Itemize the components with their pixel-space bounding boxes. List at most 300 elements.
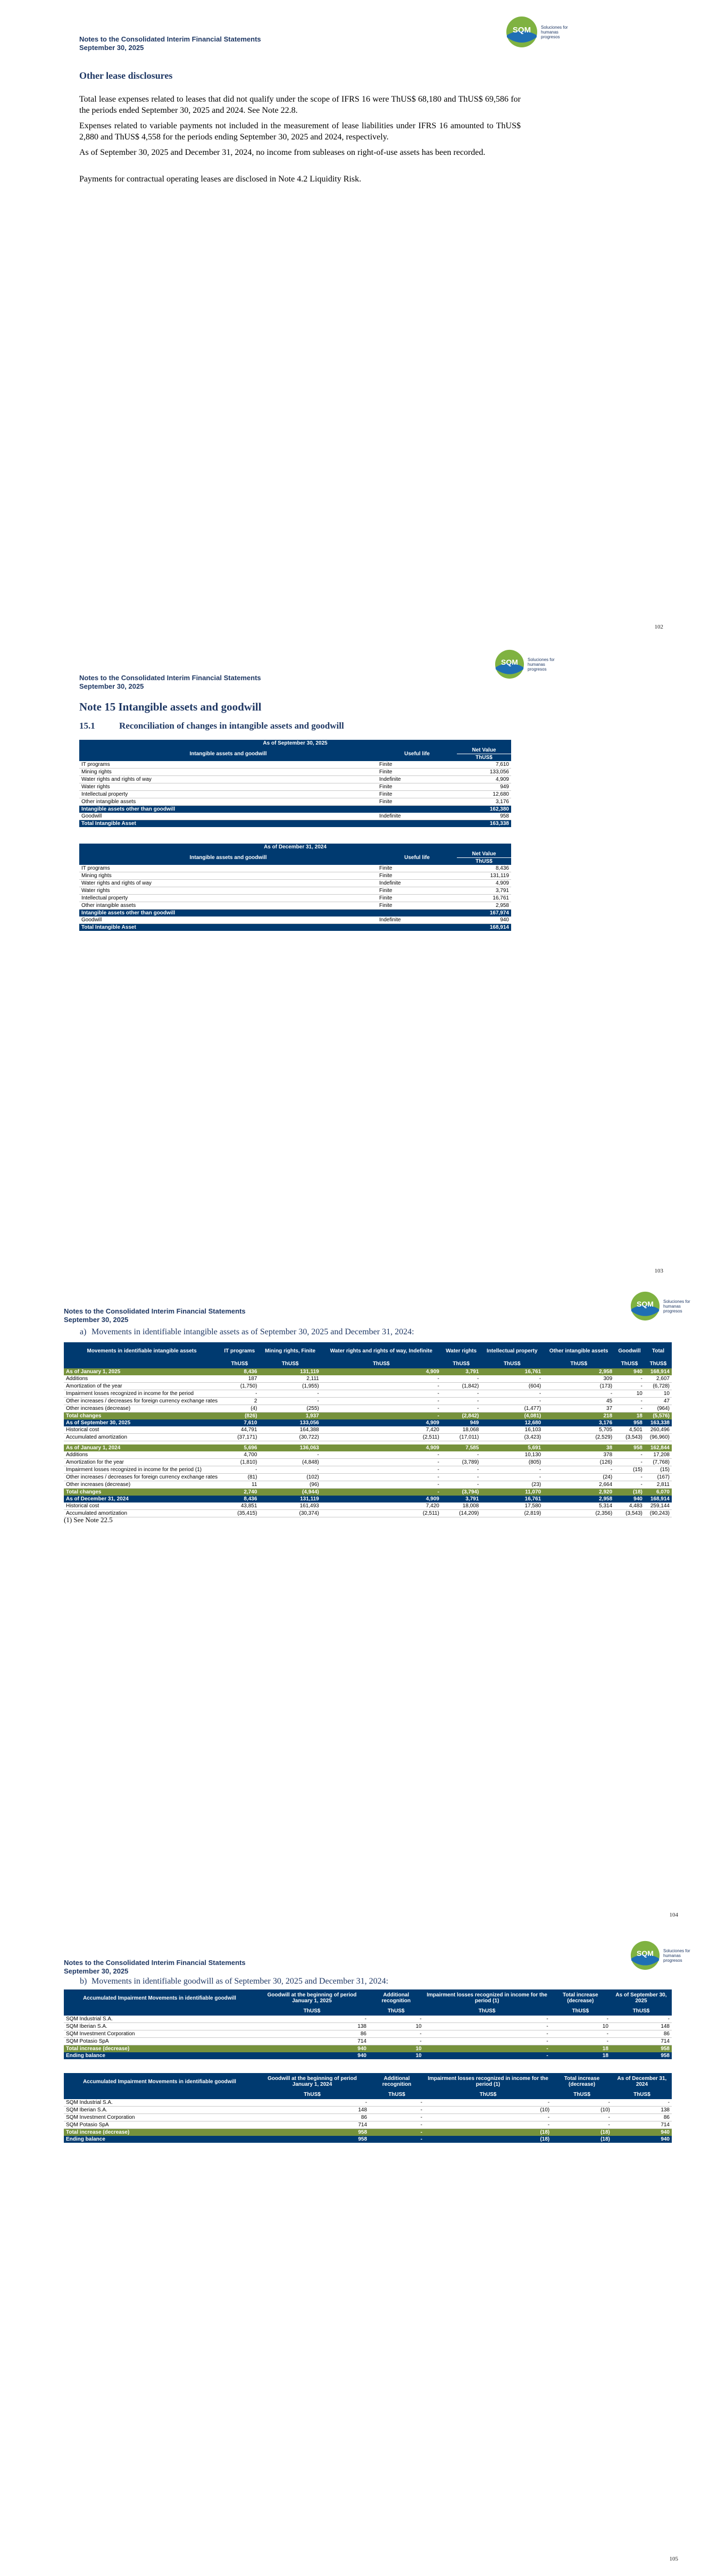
- row-value: 187: [220, 1375, 259, 1383]
- row-value: 10: [415, 2046, 422, 2052]
- row-value: (15): [614, 1466, 645, 1473]
- row-value: 2,111: [259, 1375, 321, 1383]
- row-value: -: [220, 1390, 259, 1398]
- row-label: Impairment losses recognized in income for the period: [64, 1390, 220, 1398]
- row-value: 958: [633, 1420, 642, 1426]
- row-value: (30,374): [259, 1509, 321, 1517]
- svg-text:SQM: SQM: [637, 1299, 654, 1308]
- row-value: -: [481, 1375, 543, 1383]
- row-value: -: [543, 1466, 614, 1473]
- movement-row: [64, 1375, 672, 1383]
- asset-name: Water rights and rights of way: [79, 776, 377, 783]
- row-label: Amortization for the year: [64, 1458, 220, 1466]
- row-value: 4,483: [614, 1502, 645, 1510]
- row-value: 4,909: [425, 1444, 439, 1451]
- col-header-useful-life: Useful life: [404, 855, 430, 861]
- row-value: 12,680: [524, 1420, 541, 1426]
- total-label: Total Intangible Asset: [81, 924, 136, 930]
- page-header: [79, 35, 261, 52]
- row-value: -: [369, 2030, 424, 2038]
- row-value: 1,937: [305, 1413, 319, 1419]
- row-value: -: [437, 1413, 439, 1419]
- subtotal-label: Intangible assets other than goodwill: [81, 806, 176, 812]
- net-value: 3,791: [457, 887, 511, 895]
- useful-life: Finite: [377, 887, 457, 895]
- row-value: -: [369, 2099, 424, 2107]
- useful-life: Finite: [377, 895, 457, 902]
- page-number: 103: [654, 1268, 663, 1274]
- ending-balance-row: [64, 2052, 672, 2059]
- row-value: 218: [603, 1413, 613, 1419]
- useful-life: Finite: [377, 872, 457, 880]
- asset-name: Intellectual property: [79, 791, 377, 798]
- col-header: Impairment losses recognized in income for the period (1): [427, 1992, 547, 2004]
- ending-balance-row: [64, 2136, 672, 2143]
- table-row: [79, 865, 511, 872]
- row-value: -: [550, 2016, 611, 2023]
- goodwill-title: [80, 1977, 388, 1986]
- header-line-1: Notes to the Consolidated Interim Financial Statements: [64, 1959, 246, 1967]
- row-value: (37,171): [220, 1434, 259, 1441]
- useful-life: Finite: [377, 902, 457, 910]
- subtotal-value: 167,974: [489, 910, 509, 916]
- row-value: (18): [600, 2129, 610, 2135]
- row-value: 45: [543, 1398, 614, 1405]
- col-header: Accumulated Impairment Movements in identifiable goodwill: [83, 2078, 236, 2085]
- row-value: 3,791: [465, 1369, 479, 1375]
- col-header-unit: ThUS$: [304, 2092, 321, 2098]
- page-103: [0, 644, 726, 1288]
- page-number: 105: [669, 2556, 678, 2562]
- asset-name: Mining rights: [79, 872, 377, 880]
- row-value: 940: [633, 1369, 642, 1375]
- useful-life: Indefinite: [377, 776, 457, 783]
- total-changes-row: [64, 1413, 672, 1420]
- row-value: (102): [259, 1473, 321, 1481]
- row-value: 47: [645, 1398, 672, 1405]
- row-value: 10,130: [481, 1451, 543, 1459]
- logo-tagline: Soluciones for humanas progresos: [528, 657, 555, 672]
- useful-life: Finite: [377, 798, 457, 806]
- subsidiary-name: SQM Iberian S.A.: [64, 2023, 255, 2030]
- movements-title-text: Movements in identifiable intangible assets as of September 30, 2025 and December 31, 2024:: [91, 1327, 414, 1336]
- header-line-1: Notes to the Consolidated Interim Financial Statements: [79, 674, 261, 682]
- row-value: -: [614, 1451, 645, 1459]
- row-value: (30,722): [259, 1434, 321, 1441]
- table-header-columns: [64, 1342, 672, 1359]
- row-label: Impairment losses recognized in income for the period (1): [64, 1466, 220, 1473]
- row-value: 43,851: [220, 1502, 259, 1510]
- net-value: 949: [457, 783, 511, 791]
- col-header: As of December 31, 2024: [617, 2076, 667, 2087]
- row-value: -: [550, 2030, 611, 2038]
- row-value: (4,848): [259, 1458, 321, 1466]
- movement-row: [64, 1383, 672, 1390]
- row-value: -: [424, 2038, 550, 2045]
- goodwill-row: [79, 917, 511, 924]
- col-header: Movements in identifiable intangible assets: [87, 1348, 197, 1354]
- row-value: -: [369, 2107, 424, 2114]
- col-header: Impairment losses recognized in income for the period (1): [428, 2076, 548, 2087]
- paragraph-1: Total lease expenses related to leases that did not qualify under the scope of IFRS 16 were ThUS$ 68,180 and ThUS$ 69,586 for the periods ended September 30, 2025 and 2024. See Note 22.8.: [79, 95, 521, 115]
- row-value: 7,420: [321, 1502, 441, 1510]
- row-value: 10: [645, 1390, 672, 1398]
- table-row: [79, 895, 511, 902]
- opening-balance-row: [64, 1368, 672, 1375]
- row-value: 133,056: [299, 1420, 319, 1426]
- row-value: -: [424, 2016, 550, 2023]
- row-value: (7,768): [645, 1458, 672, 1466]
- page-104: [0, 1288, 726, 1932]
- row-value: 940: [357, 2046, 366, 2052]
- table-row: [64, 2107, 672, 2114]
- row-value: 958: [358, 2136, 368, 2142]
- row-value: (3,794): [462, 1489, 479, 1495]
- row-value: -: [441, 1481, 481, 1488]
- row-value: -: [424, 2099, 552, 2107]
- col-header: Water rights: [446, 1348, 477, 1354]
- row-value: 4,909: [425, 1496, 439, 1502]
- row-value: -: [614, 1458, 645, 1466]
- row-value: 138: [255, 2023, 369, 2030]
- row-label: Total changes: [66, 1413, 102, 1419]
- row-value: 714: [255, 2038, 369, 2045]
- row-value: -: [321, 1390, 441, 1398]
- row-value: 10: [369, 2023, 424, 2030]
- section-heading: [79, 721, 344, 731]
- row-value: (1,477): [481, 1405, 543, 1413]
- row-value: (6,728): [645, 1383, 672, 1390]
- col-header: Total increase (decrease): [564, 2076, 600, 2087]
- row-value: -: [612, 2099, 672, 2107]
- row-value: -: [259, 1398, 321, 1405]
- row-value: (1,750): [220, 1383, 259, 1390]
- row-label: Total changes: [66, 1489, 102, 1495]
- row-label: Additions: [64, 1375, 220, 1383]
- row-value: -: [220, 1466, 259, 1473]
- accumulated-amortization-row: [64, 1509, 672, 1517]
- col-header-unit: ThUS$: [453, 1361, 470, 1367]
- row-value: -: [614, 1375, 645, 1383]
- paragraph-3: As of September 30, 2025 and December 31, 2024, no income from subleases on right-of-use assets has been recorded.: [79, 148, 486, 157]
- row-value: 16,761: [524, 1369, 541, 1375]
- asset-name: Goodwill: [79, 813, 377, 820]
- header-line-2: September 30, 2025: [64, 1316, 129, 1324]
- row-label: Other increases (decrease): [64, 1481, 220, 1488]
- movement-row: [64, 1451, 672, 1459]
- row-value: -: [424, 2121, 552, 2129]
- col-unit-blank: [64, 2007, 255, 2016]
- row-value: 940: [661, 2136, 670, 2142]
- row-label: Historical cost: [64, 1502, 220, 1510]
- col-header: As of September 30, 2025: [615, 1992, 667, 2004]
- row-value: -: [441, 1466, 481, 1473]
- table-row: [79, 776, 511, 783]
- row-value: 714: [612, 2121, 672, 2129]
- total-changes-row: [64, 1488, 672, 1496]
- row-value: 148: [255, 2107, 369, 2114]
- row-value: (3,543): [614, 1509, 645, 1517]
- row-value: -: [321, 1458, 441, 1466]
- net-value: 940: [457, 917, 511, 924]
- row-value: 18,008: [441, 1502, 481, 1510]
- table-header-columns: [64, 1989, 672, 2007]
- subsidiary-name: SQM Iberian S.A.: [64, 2107, 255, 2114]
- row-value: 3,791: [465, 1496, 479, 1502]
- row-value: -: [424, 2114, 552, 2121]
- section-number: 15.1: [79, 721, 95, 731]
- row-value: 3,176: [599, 1420, 613, 1426]
- row-value: 259,144: [645, 1502, 672, 1510]
- row-label: Historical cost: [64, 1426, 220, 1434]
- row-value: 131,119: [300, 1496, 319, 1502]
- row-label: Other increases / decreases for foreign currency exchange rates: [64, 1398, 220, 1405]
- movement-row: [64, 1390, 672, 1398]
- row-value: (18): [633, 1489, 642, 1495]
- row-value: (14,209): [441, 1509, 481, 1517]
- table-row: [64, 2016, 672, 2023]
- row-value: -: [441, 1473, 481, 1481]
- row-value: 4,909: [425, 1420, 439, 1426]
- row-value: 16,761: [524, 1496, 541, 1502]
- col-header-unit: ThUS$: [503, 1361, 521, 1367]
- svg-text:SQM: SQM: [512, 26, 531, 35]
- col-header: Goodwill: [618, 1348, 641, 1354]
- table-row: [79, 872, 511, 880]
- row-value: -: [255, 2016, 369, 2023]
- row-value: 2,607: [645, 1375, 672, 1383]
- page-105: [0, 1932, 726, 2576]
- table-header-units: [64, 2007, 672, 2016]
- row-value: (35,415): [220, 1509, 259, 1517]
- row-label: As of September 30, 2025: [66, 1420, 131, 1426]
- net-value: 4,909: [457, 776, 511, 783]
- table-header-period: [79, 740, 511, 747]
- col-header-unit: ThUS$: [478, 2008, 496, 2014]
- row-value: 7,420: [321, 1426, 441, 1434]
- col-header-unit: ThUS$: [479, 2092, 497, 2098]
- asset-name: Water rights: [79, 783, 377, 791]
- row-value: 86: [611, 2030, 672, 2038]
- row-value: 6,070: [656, 1489, 670, 1495]
- asset-name: Other intangible assets: [79, 902, 377, 910]
- row-value: -: [321, 1405, 441, 1413]
- row-value: 44,791: [220, 1426, 259, 1434]
- asset-name: Water rights: [79, 887, 377, 895]
- col-header: Goodwill at the beginning of period January 1, 2024: [268, 2076, 357, 2087]
- row-value: 940: [357, 2053, 366, 2059]
- row-value: (2,511): [321, 1509, 441, 1517]
- table-row: [64, 2099, 672, 2107]
- row-value: 162,844: [650, 1444, 670, 1451]
- col-header-unit: ThUS$: [231, 1361, 248, 1367]
- row-value: 10: [614, 1390, 645, 1398]
- row-value: (18): [540, 2136, 550, 2142]
- row-label: Other increases (decrease): [64, 1405, 220, 1413]
- row-value: -: [321, 1375, 441, 1383]
- net-value: 7,610: [457, 761, 511, 769]
- row-value: 714: [255, 2121, 369, 2129]
- row-value: -: [481, 1398, 543, 1405]
- row-value: 2,664: [543, 1481, 614, 1488]
- col-header-unit: ThUS$: [281, 1361, 299, 1367]
- goodwill-title-text: Movements in identifiable goodwill as of September 30, 2025 and December 31, 2024:: [91, 1977, 389, 1986]
- col-header: IT programs: [224, 1348, 255, 1354]
- header-line-1: Notes to the Consolidated Interim Financial Statements: [64, 1307, 246, 1315]
- col-header-net-value: Net Value: [457, 747, 511, 754]
- row-value: -: [552, 2099, 612, 2107]
- logo-tagline: Soluciones for humanas progresos: [541, 24, 568, 39]
- header-line-2: September 30, 2025: [64, 1967, 129, 1975]
- row-value: (3,789): [441, 1458, 481, 1466]
- row-value: 17,208: [645, 1451, 672, 1459]
- table-row: [64, 2030, 672, 2038]
- table-row: [79, 783, 511, 791]
- net-value: 12,680: [457, 791, 511, 798]
- row-value: -: [321, 1466, 441, 1473]
- subtotal-label: Intangible assets other than goodwill: [81, 910, 176, 916]
- useful-life: Indefinite: [377, 813, 457, 820]
- row-value: 2,811: [645, 1481, 672, 1488]
- row-value: (4,081): [524, 1413, 541, 1419]
- row-value: (18): [600, 2136, 610, 2142]
- useful-life: Finite: [377, 865, 457, 872]
- table-row: [79, 887, 511, 895]
- row-value: 16,103: [481, 1426, 543, 1434]
- row-value: (4): [220, 1405, 259, 1413]
- row-value: -: [550, 2038, 611, 2045]
- useful-life: Finite: [377, 769, 457, 776]
- subtotal-value: 162,380: [489, 806, 509, 812]
- asset-name: IT programs: [79, 865, 377, 872]
- subsidiary-name: SQM Potasio SpA: [64, 2121, 255, 2129]
- col-header-unit: ThUS$: [387, 2008, 405, 2014]
- asset-name: Mining rights: [79, 769, 377, 776]
- total-label: Total Intangible Asset: [81, 821, 136, 827]
- table-header-columns: [79, 747, 511, 754]
- paragraph-4: Payments for contractual operating leases are disclosed in Note 4.2 Liquidity Risk.: [79, 175, 362, 184]
- table-row: [79, 769, 511, 776]
- movement-row: [64, 1458, 672, 1466]
- row-value: -: [369, 2038, 424, 2045]
- asset-name: Goodwill: [79, 917, 377, 924]
- row-value: (2,529): [543, 1434, 614, 1441]
- footnote: (1) See Note 22.5: [64, 1516, 113, 1524]
- net-value: 2,958: [457, 902, 511, 910]
- row-value: -: [543, 1390, 614, 1398]
- row-value: 17,580: [481, 1502, 543, 1510]
- net-value: 8,436: [457, 865, 511, 872]
- row-label: As of January 1, 2024: [66, 1444, 121, 1451]
- row-value: 5,705: [543, 1426, 614, 1434]
- net-value: 4,909: [457, 880, 511, 887]
- table-row: [79, 902, 511, 910]
- row-value: (1,810): [220, 1458, 259, 1466]
- asset-name: Intellectual property: [79, 895, 377, 902]
- useful-life: Indefinite: [377, 880, 457, 887]
- col-header: Accumulated Impairment Movements in identifiable goodwill: [83, 1995, 236, 2001]
- table-row: [64, 2121, 672, 2129]
- row-value: 949: [470, 1420, 479, 1426]
- period-header: As of September 30, 2025: [263, 740, 328, 746]
- subtotal-row: [79, 806, 511, 813]
- col-header-unit: ThUS$: [633, 2092, 650, 2098]
- accumulated-amortization-row: [64, 1434, 672, 1441]
- col-header: Other intangible assets: [549, 1348, 608, 1354]
- row-value: -: [481, 1473, 543, 1481]
- row-value: -: [611, 2016, 672, 2023]
- page-header: [64, 1959, 246, 1976]
- row-label: Other increases / decreases for foreign currency exchange rates: [64, 1473, 220, 1481]
- movement-row: [64, 1481, 672, 1488]
- col-header-unit: ThUS$: [621, 1361, 638, 1367]
- row-value: (826): [245, 1413, 257, 1419]
- row-label: Amortization of the year: [64, 1383, 220, 1390]
- row-value: 86: [255, 2030, 369, 2038]
- row-value: 4,700: [220, 1451, 259, 1459]
- row-value: 2,958: [599, 1496, 613, 1502]
- row-value: (255): [259, 1405, 321, 1413]
- movement-row: [64, 1405, 672, 1413]
- row-value: 86: [255, 2114, 369, 2121]
- net-value: 3,176: [457, 798, 511, 806]
- col-header-unit: ThUS$: [303, 2008, 321, 2014]
- row-value: -: [369, 2114, 424, 2121]
- svg-text:SQM: SQM: [637, 1948, 654, 1958]
- row-value: -: [481, 1466, 543, 1473]
- row-value: (96,960): [645, 1434, 672, 1441]
- row-label: Accumulated amortization: [64, 1434, 220, 1441]
- row-value: 18: [602, 2053, 608, 2059]
- row-value: 958: [661, 2046, 670, 2052]
- row-value: 168,914: [650, 1496, 670, 1502]
- page-header: [79, 674, 261, 691]
- useful-life: Finite: [377, 783, 457, 791]
- row-value: -: [369, 2121, 424, 2129]
- row-value: 940: [633, 1496, 642, 1502]
- row-value: (167): [645, 1473, 672, 1481]
- row-value: (3,423): [481, 1434, 543, 1441]
- header-line-2: September 30, 2025: [79, 682, 144, 690]
- goodwill-table-2024: [64, 2073, 672, 2143]
- row-value: 148: [611, 2023, 672, 2030]
- section-title: Other lease disclosures: [79, 70, 173, 81]
- row-value: -: [614, 1383, 645, 1390]
- col-header-asset: Intangible assets and goodwill: [189, 751, 267, 757]
- row-value: -: [321, 1398, 441, 1405]
- row-value: 86: [612, 2114, 672, 2121]
- col-header-unit: ThUS$: [475, 858, 493, 864]
- row-value: (81): [220, 1473, 259, 1481]
- row-value: -: [420, 2129, 422, 2135]
- table-row: [79, 880, 511, 887]
- table-header-units: [64, 2090, 672, 2099]
- row-value: (90,243): [645, 1509, 672, 1517]
- subtotal-row: [79, 910, 511, 917]
- period-header: As of December 31, 2024: [264, 844, 327, 850]
- row-value: 2,920: [599, 1489, 613, 1495]
- row-value: -: [614, 1398, 645, 1405]
- row-value: (2,819): [481, 1509, 543, 1517]
- sqm-logo: [506, 16, 572, 48]
- useful-life: Indefinite: [377, 917, 457, 924]
- row-value: 131,119: [300, 1369, 319, 1375]
- col-header: Additional recognition: [381, 1992, 411, 2004]
- net-value: 133,056: [457, 769, 511, 776]
- table-row: [79, 798, 511, 806]
- row-value: 8,436: [244, 1369, 257, 1375]
- intangibles-table-2024: [79, 844, 511, 931]
